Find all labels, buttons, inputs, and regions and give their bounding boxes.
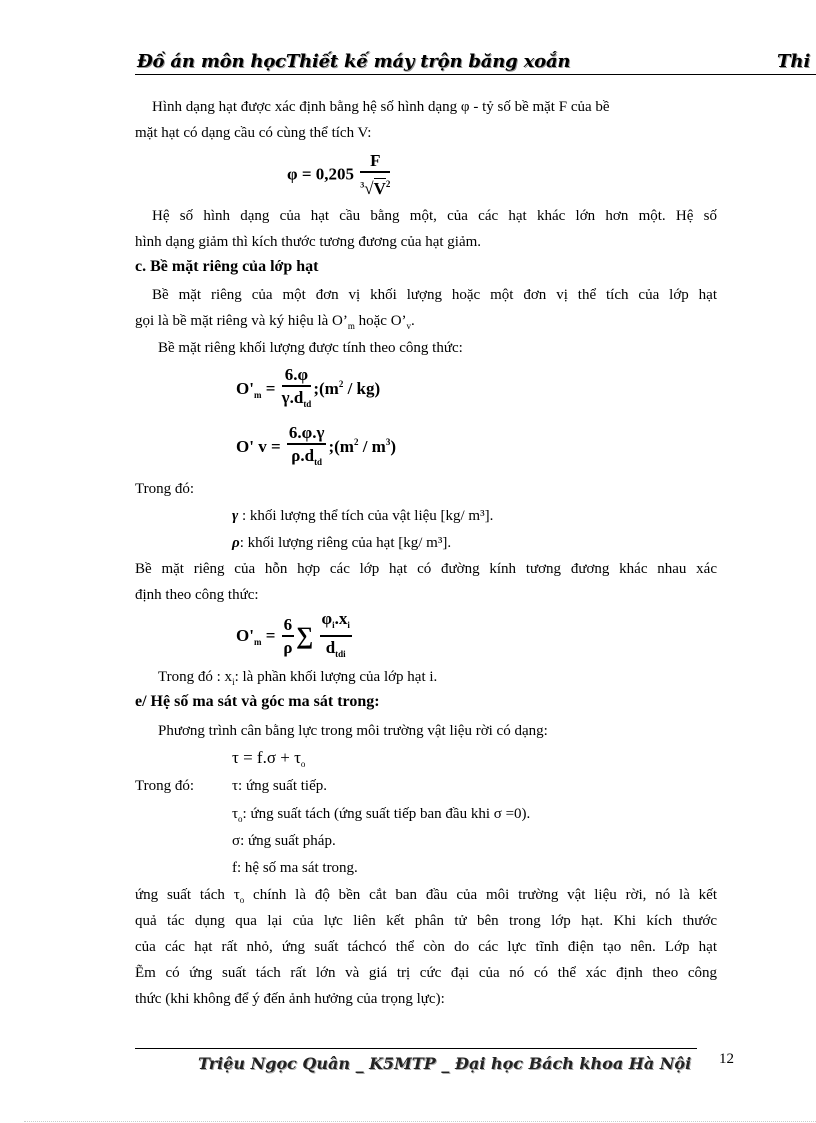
formula-text: τ = f.σ + τ [232, 748, 301, 767]
subscript: o [239, 895, 245, 905]
fraction-numerator [320, 609, 352, 637]
unit-text: ;(m [313, 378, 339, 398]
unit-text: ) [390, 436, 396, 456]
fraction-denominator [360, 173, 390, 200]
fraction-denominator [282, 387, 312, 415]
text-run: γ.d [281, 388, 304, 407]
paragraph-line: Bề mặt riêng khối lượng được tính theo công thức: [158, 340, 463, 356]
subscript: o [300, 759, 306, 769]
formula-lhs: O' [236, 378, 254, 398]
paragraph-line: Hệ số hình dạng của hạt cầu bằng một, của các hạt khác lớn hơn một. Hệ số [152, 208, 717, 224]
unit-text: ;(m [328, 436, 354, 456]
formula-fraction [360, 151, 390, 200]
formula-fraction [320, 609, 352, 665]
formula-fraction [287, 423, 327, 473]
paragraph-line: mặt hạt có dạng cầu có cùng thể tích V: [135, 125, 372, 141]
subscript: i [347, 620, 350, 630]
radical-icon: √ [364, 179, 374, 198]
text-run: . [411, 313, 415, 329]
text-run: hoặc O’ [354, 313, 407, 329]
definition-f: f: hệ số ma sát trong. [232, 860, 358, 876]
subscript: v [406, 321, 412, 331]
subscript: td [303, 399, 312, 409]
superscript: 3 [385, 436, 391, 447]
paragraph-line: Bề mặt riêng của một đơn vị khối lượng hoặc một đơn vị thể tích của lớp hạt [152, 287, 717, 303]
definition-tau: τ: ứng suất tiếp. [232, 778, 327, 794]
text-run: .x [334, 609, 348, 628]
radicand-exponent: 2 [385, 179, 391, 189]
formula-fraction [282, 365, 312, 415]
text-run: φ [321, 609, 333, 628]
text-run: : khối lượng thể tích của vật liệu [kg/ m³]. [238, 508, 494, 524]
section-heading-c: c. Bề mặt riêng của lớp hạt [135, 258, 319, 275]
fraction-numerator: 6 [282, 615, 295, 637]
paragraph-line: thức (khi không để ý đến ảnh hưởng của trọng lực): [135, 991, 445, 1007]
formula-fraction [282, 615, 295, 659]
superscript: 2 [353, 436, 359, 447]
paragraph-line [158, 664, 437, 695]
paragraph-line: định theo công thức: [135, 587, 259, 603]
paragraph-line: Trong đó: [135, 778, 195, 794]
subscript: o [238, 814, 243, 824]
text-run: chính là độ bền cắt ban đầu của môi trường vật liệu rời, nó là kết [244, 887, 717, 903]
paragraph-line: Trong đó: [135, 481, 195, 497]
header-title-right: Thi [777, 51, 811, 72]
subscript: td [314, 457, 323, 467]
subscript: i [232, 677, 235, 687]
paragraph-line: hình dạng giảm thì kích thước tương đương của hạt giảm. [135, 234, 482, 250]
footer-divider [135, 1048, 697, 1049]
text-run: : khối lượng riêng của hạt [kg/ m³]. [239, 535, 452, 551]
fraction-denominator: ρ [283, 638, 293, 657]
section-heading-e: e/ Hệ số ma sát và góc ma sát trong: [135, 693, 380, 710]
page-bottom-border [24, 1121, 816, 1122]
paragraph-line: Hình dạng hạt được xác định bằng hệ số hình dạng φ - tỷ số bề mặt F của bề [152, 99, 610, 115]
formula-specific-surface-mass [236, 365, 380, 415]
footer-text: Triệu Ngọc Quân _ K5MTP _ Đại học Bách khoa Hà Nội [198, 1054, 692, 1073]
formula-lhs: φ = 0,205 [287, 164, 355, 184]
subscript: m [347, 321, 355, 331]
formula-mixture-surface [236, 609, 354, 665]
radicand: V [373, 179, 386, 198]
superscript: 2 [338, 378, 344, 389]
formula-lhs: O' [236, 625, 254, 645]
unit-text: / m [358, 436, 386, 456]
subscript: tdi [335, 649, 346, 659]
page-number: 12 [719, 1051, 734, 1067]
text-run: ứng suất tách τ [135, 887, 240, 903]
equals-sign: = [261, 625, 280, 645]
paragraph-line: của các hạt rất nhỏ, ứng suất táchcó thể còn do các lực tĩnh điện tạo nên. Lớp hạt [135, 939, 717, 955]
paragraph-line: Bề mặt riêng của hỗn hợp các lớp hạt có đường kính tương đương khác nhau xác [135, 561, 717, 577]
definition-gamma [232, 503, 493, 529]
text-run: d [325, 638, 336, 657]
symbol: γ [232, 508, 239, 524]
paragraph-line: Ẽm có ứng suất tách rất lớn và giá trị cức đại của nó có thể xác định theo công [135, 965, 717, 981]
definition-rho [232, 530, 451, 556]
text-run: : là phần khối lượng của lớp hạt i. [234, 669, 438, 685]
sum-symbol: ∑ [296, 623, 314, 650]
text-run: ρ.d [291, 446, 315, 465]
unit-text: / kg) [343, 378, 381, 398]
text-run: gọi là bề mặt riêng và ký hiệu là O’ [135, 313, 348, 329]
formula-shear-balance [232, 748, 305, 769]
fraction-numerator: F [360, 151, 390, 173]
formula-specific-surface-volume [236, 423, 396, 473]
subscript: m [253, 636, 262, 647]
symbol: τ [232, 806, 239, 822]
fraction-numerator: 6.φ [282, 365, 312, 387]
paragraph-line: quả tác dụng qua lại của lực liên kết phân tử bên trong lớp hạt. Khi kích thước [135, 913, 717, 929]
page-header [135, 50, 816, 75]
text-run: Trong đó : x [158, 669, 233, 685]
subscript: m [253, 389, 262, 400]
equals-sign: = [261, 378, 280, 398]
formula-shape-factor [287, 151, 392, 200]
root-index: 3 [360, 180, 365, 190]
paragraph-line: Phương trình cân bằng lực trong môi trường vật liệu rời có dạng: [158, 723, 548, 739]
fraction-denominator [320, 637, 352, 665]
definition-sigma: σ: ứng suất pháp. [232, 833, 336, 849]
fraction-denominator [287, 445, 327, 473]
header-title: Đồ án môn họcThiết kế máy trộn băng xoắn [137, 51, 571, 72]
fraction-numerator: 6.φ.γ [287, 423, 327, 445]
subscript: i [332, 620, 335, 630]
symbol: ρ [232, 535, 240, 551]
text-run: : ứng suất tách (ứng suất tiếp ban đầu khi σ =0). [242, 806, 531, 822]
formula-lhs: O' v = [236, 436, 285, 456]
